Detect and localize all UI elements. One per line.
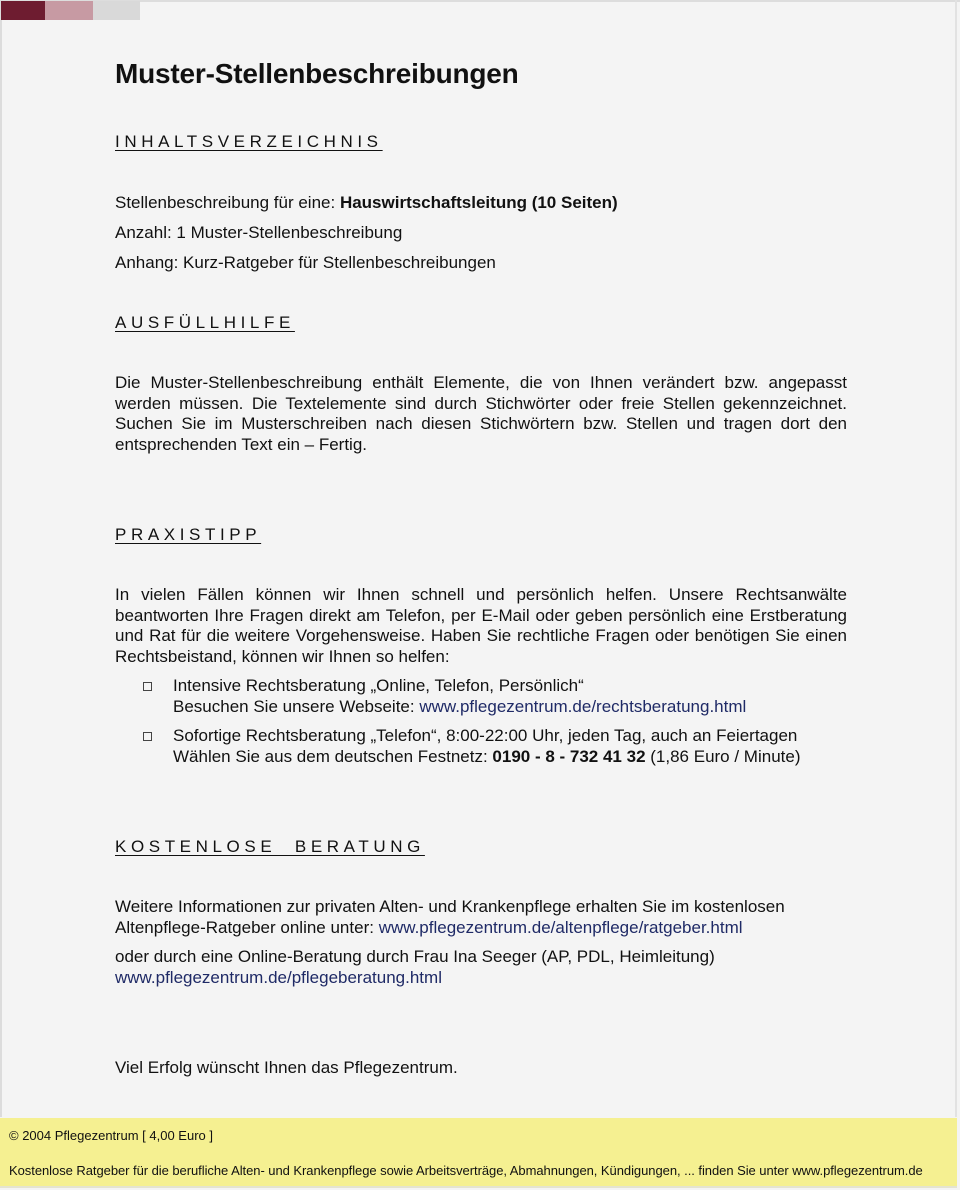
toc-line-count: Anzahl: 1 Muster-Stellenbeschreibung [115, 223, 403, 242]
para1-line2-label: Altenpflege-Ratgeber online unter: [115, 917, 379, 937]
phone-number: 0190 - 8 - 732 41 32 [492, 746, 646, 766]
page-border-right [955, 0, 957, 1117]
heading-ausfuellhilfe: AUSFÜLLHILFE [115, 313, 295, 332]
footer-copyright: © 2004 Pflegezentrum [ 4,00 Euro ] [9, 1128, 213, 1143]
footer-banner [0, 1118, 957, 1188]
link-pflegeberatung[interactable]: www.pflegezentrum.de/pflegeberatung.html [115, 967, 442, 987]
link-rechtsberatung[interactable]: www.pflegezentrum.de/rechtsberatung.html [419, 696, 747, 716]
page-border-left [0, 0, 2, 1117]
para2-line1: oder durch eine Online-Beratung durch Frau Ina Seeger (AP, PDL, Heimleitung) [115, 947, 715, 966]
checkbox-square-icon [143, 732, 152, 741]
kostenlose-beratung-para1 [115, 897, 847, 938]
kostenlose-beratung-para2 [115, 947, 847, 988]
toc-line-appendix: Anhang: Kurz-Ratgeber für Stellenbeschreibungen [115, 253, 496, 272]
toc-line-position [115, 193, 618, 213]
toc-position-label: Stellenbeschreibung für eine: [115, 193, 340, 212]
closing-text: Viel Erfolg wünscht Ihnen das Pflegezentrum. [115, 1058, 458, 1077]
list-item-detail [173, 697, 746, 718]
list-item-detail-label: Besuchen Sie unsere Webseite: [173, 696, 420, 716]
page-border-top [0, 0, 960, 2]
list-item-detail [173, 747, 801, 768]
decor-color-bar-rose [45, 1, 93, 20]
page-title: Muster-Stellenbeschreibungen [115, 58, 519, 89]
decor-color-bar-dark [1, 1, 45, 20]
heading-kostenlose-beratung: KOSTENLOSE BERATUNG [115, 837, 425, 856]
heading-praxistipp: PRAXISTIPP [115, 525, 262, 544]
para1-line1: Weitere Informationen zur privaten Alten- und Krankenpflege erhalten Sie im kostenlosen [115, 897, 785, 916]
list-item-detail-label: Wählen Sie aus dem deutschen Festnetz: [173, 746, 493, 766]
list-item-title: Sofortige Rechtsberatung „Telefon“, 8:00-22:00 Uhr, jeden Tag, auch an Feiertagen [173, 726, 798, 745]
link-altenpflege-ratgeber[interactable]: www.pflegezentrum.de/altenpflege/ratgeber.html [378, 917, 743, 937]
phone-rate: (1,86 Euro / Minute) [645, 746, 801, 766]
checkbox-square-icon [143, 682, 152, 691]
list-item-title: Intensive Rechtsberatung „Online, Telefon, Persönlich“ [173, 676, 584, 695]
footer-info-text: Kostenlose Ratgeber für die berufliche Alten- und Krankenpflege sowie Arbeitsverträge, Abmahnungen, Kündigungen, ... finden Sie unter www.pflegezentrum.de [9, 1163, 923, 1178]
heading-inhaltsverzeichnis: INHALTSVERZEICHNIS [115, 132, 383, 151]
para1-line2 [115, 918, 847, 939]
toc-position-value: Hauswirtschaftsleitung (10 Seiten) [339, 193, 618, 212]
decor-color-bar-grey [93, 1, 140, 20]
praxistipp-text: In vielen Fällen können wir Ihnen schnell und persönlich helfen. Unsere Rechtsanwälte beantworten Ihre Fragen direkt am Telefon, per E-Mail oder geben persönlich eine Erstberatung und Rat für die weitere Vorgehensweise. Haben Sie rechtliche Fragen oder benötigen Sie einen Rechtsbeistand, können wir Ihnen so helfen: [115, 585, 847, 666]
ausfuellhilfe-text: Die Muster-Stellenbeschreibung enthält Elemente, die von Ihnen verändert bzw. angepasst werden müssen. Die Textelemente sind durch Stichwörter oder freie Stellen gekennzeichnet. Suchen Sie im Musterschreiben nach diesen Stichwörtern bzw. Stellen und tragen dort den entsprechenden Text ein – Fertig. [115, 373, 847, 454]
